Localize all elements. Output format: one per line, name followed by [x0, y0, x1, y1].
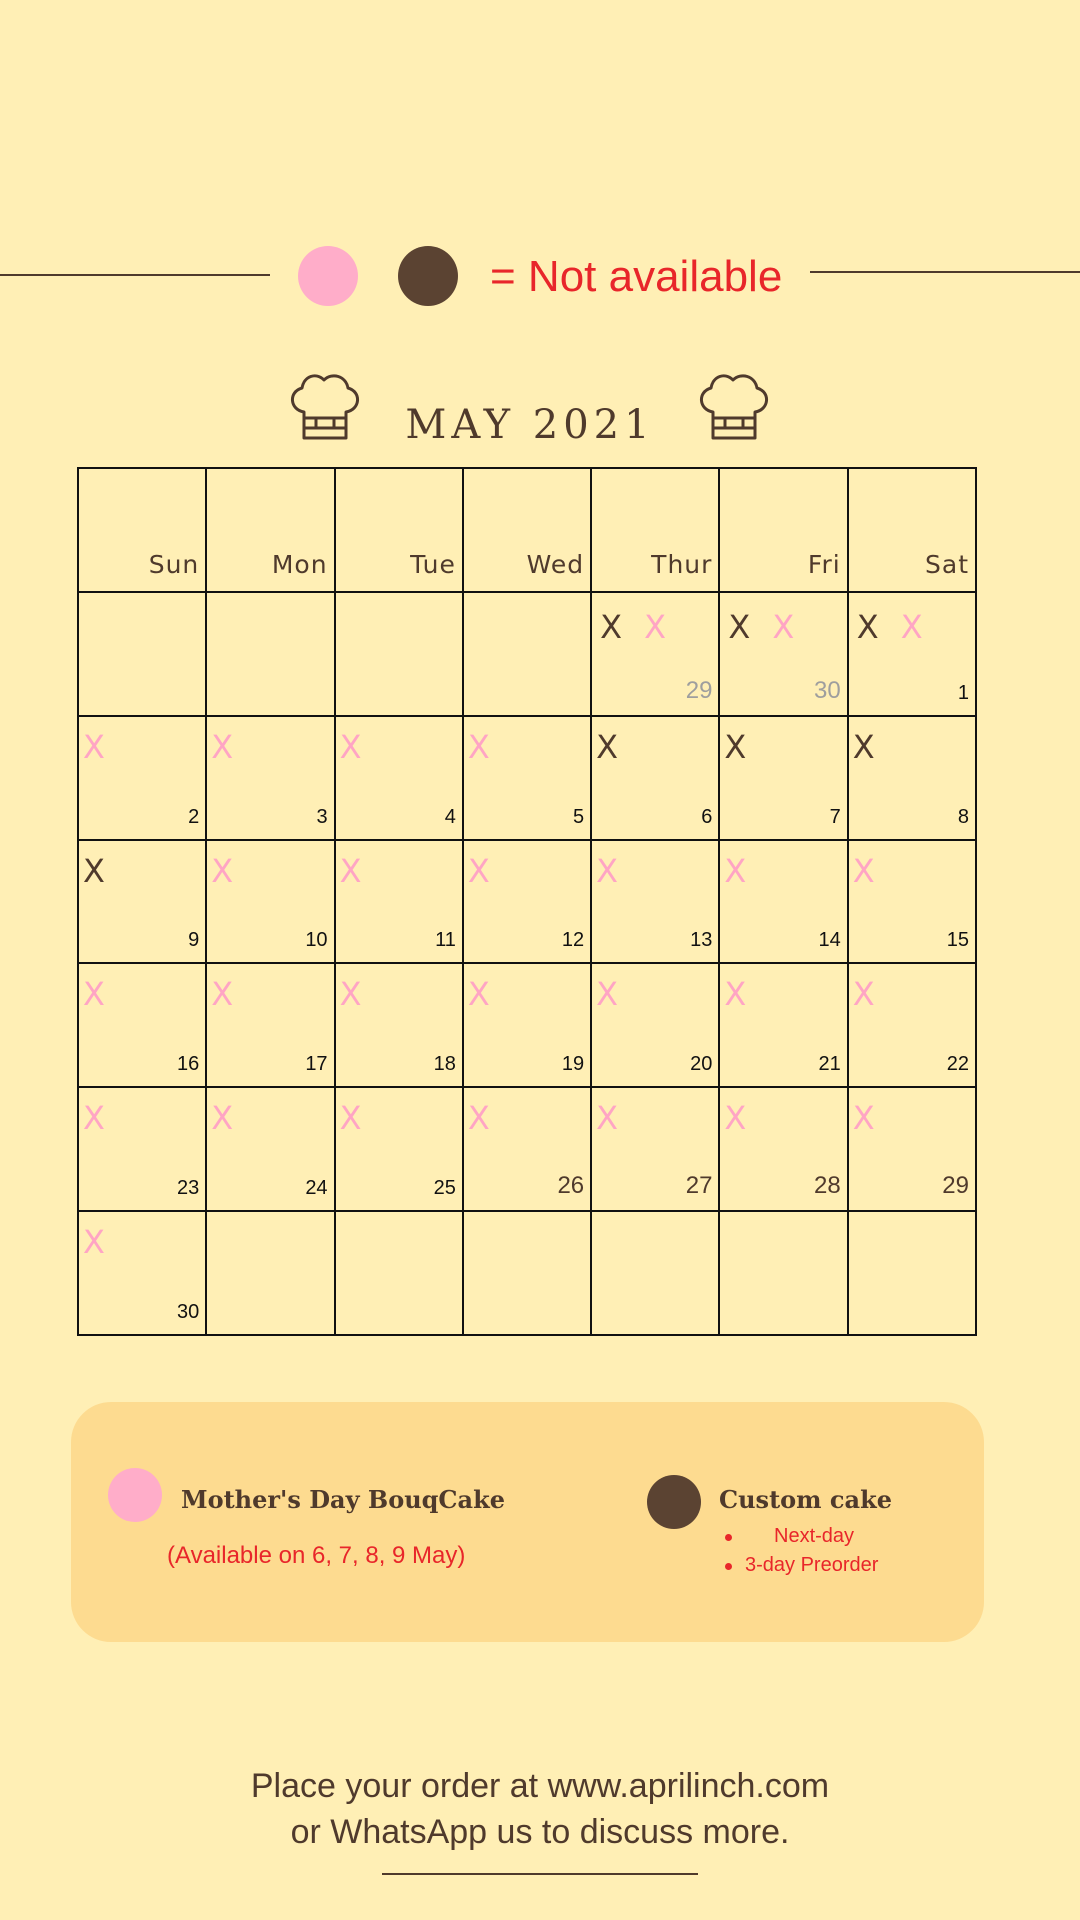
- calendar-day-cell: [720, 1088, 848, 1212]
- not-available-label: = Not available: [490, 252, 783, 301]
- calendar-day-cell: [720, 717, 848, 841]
- weekday-label: Tue: [410, 549, 456, 579]
- brown-legend-dot: [398, 246, 458, 306]
- calendar-day-cell: [464, 964, 592, 1088]
- date-number: 23: [177, 1177, 200, 1200]
- bouqcake-unavailable-mark: X: [339, 1099, 362, 1138]
- date-number: 6: [701, 805, 713, 828]
- date-number: 15: [946, 929, 969, 952]
- list-item: [723, 1522, 878, 1551]
- weekday-header-cell: [592, 469, 720, 593]
- bouqcake-unavailable-mark: X: [467, 851, 490, 890]
- calendar-day-cell: [207, 1088, 335, 1212]
- weekday-label: Fri: [807, 549, 841, 579]
- date-number: 21: [818, 1053, 841, 1076]
- bouqcake-unavailable-mark: X: [644, 607, 667, 646]
- bouqcake-unavailable-mark: X: [852, 851, 875, 890]
- calendar-day-cell: [464, 841, 592, 965]
- calendar-day-cell: [849, 841, 977, 965]
- custom-cake-unavailable-mark: X: [856, 607, 879, 646]
- bouqcake-unavailable-mark: X: [852, 975, 875, 1014]
- calendar-day-cell: [207, 717, 335, 841]
- calendar-day-cell: [592, 717, 720, 841]
- calendar-day-cell: [592, 1212, 720, 1336]
- calendar-day-cell: [207, 841, 335, 965]
- calendar-day-cell: [592, 841, 720, 965]
- calendar-grid: [77, 467, 977, 1336]
- bouqcake-unavailable-mark: X: [596, 851, 619, 890]
- bouqcake-unavailable-mark: X: [467, 1099, 490, 1138]
- date-number: 28: [814, 1172, 841, 1200]
- calendar-day-cell: [207, 1212, 335, 1336]
- date-number: 26: [557, 1172, 585, 1200]
- chef-hat-icon: [695, 368, 773, 446]
- weekday-label: Mon: [271, 549, 328, 579]
- bouqcake-unavailable-mark: X: [83, 1099, 105, 1138]
- calendar-day-cell: [336, 841, 464, 965]
- bouqcake-unavailable-mark: X: [596, 975, 619, 1014]
- bouqcake-unavailable-mark: X: [772, 607, 795, 646]
- calendar-day-cell: [464, 1212, 592, 1336]
- custom-option-label: Next-day: [774, 1525, 855, 1547]
- bouqcake-unavailable-mark: X: [211, 727, 234, 766]
- calendar-day-cell: [79, 1212, 207, 1336]
- date-number: 20: [690, 1053, 713, 1076]
- bouqcake-unavailable-mark: X: [724, 975, 747, 1014]
- date-number: 12: [561, 929, 585, 952]
- calendar-day-cell: [720, 841, 848, 965]
- brown-legend-dot: [647, 1475, 701, 1529]
- date-number: 14: [818, 929, 841, 952]
- custom-cake-unavailable-mark: X: [600, 607, 623, 646]
- bouqcake-unavailable-mark: X: [467, 975, 490, 1014]
- calendar-day-cell: [79, 717, 207, 841]
- date-number: 5: [573, 805, 585, 828]
- date-number: 2: [188, 805, 200, 828]
- weekday-label: Wed: [526, 549, 585, 579]
- calendar-day-cell: [336, 1088, 464, 1212]
- chef-hat-icon: [286, 368, 364, 446]
- bouqcake-unavailable-mark: X: [211, 975, 234, 1014]
- bouqcake-unavailable-mark: X: [724, 851, 747, 890]
- bouqcake-unavailable-mark: X: [83, 1223, 105, 1262]
- date-number: 1: [957, 681, 969, 704]
- custom-cake-title: Custom cake: [719, 1485, 892, 1514]
- weekday-header-cell: [464, 469, 592, 593]
- calendar-day-cell: [592, 964, 720, 1088]
- custom-cake-unavailable-mark: X: [83, 851, 105, 890]
- weekday-header-cell: [849, 469, 977, 593]
- calendar-day-cell: [720, 593, 848, 717]
- date-number: 22: [946, 1053, 969, 1076]
- top-divider-right: [810, 271, 1080, 273]
- bouqcake-unavailable-mark: X: [83, 975, 105, 1014]
- date-number: 4: [444, 805, 456, 828]
- date-number: 17: [305, 1053, 328, 1076]
- date-number: 11: [435, 929, 456, 952]
- bouqcake-unavailable-mark: X: [596, 1099, 619, 1138]
- calendar-day-cell: [79, 593, 207, 717]
- calendar-day-cell: [592, 1088, 720, 1212]
- custom-option-label: 3-day Preorder: [745, 1554, 879, 1576]
- calendar-day-cell: [464, 717, 592, 841]
- bouqcake-unavailable-mark: X: [339, 851, 362, 890]
- date-number: 7: [829, 805, 841, 828]
- custom-cake-unavailable-mark: X: [728, 607, 751, 646]
- bouqcake-unavailable-mark: X: [83, 727, 105, 766]
- weekday-header-cell: [336, 469, 464, 593]
- date-number: 27: [685, 1172, 713, 1200]
- calendar-day-cell: [207, 593, 335, 717]
- calendar-day-cell: [79, 1088, 207, 1212]
- custom-cake-unavailable-mark: X: [852, 727, 875, 766]
- date-number: 16: [177, 1053, 200, 1076]
- bouqcake-unavailable-mark: X: [211, 851, 234, 890]
- calendar-day-cell: [336, 1212, 464, 1336]
- weekday-header-cell: [207, 469, 335, 593]
- bouqcake-unavailable-mark: X: [900, 607, 923, 646]
- weekday-label: Sun: [148, 549, 200, 579]
- date-number: 24: [305, 1177, 328, 1200]
- calendar-day-cell: [79, 964, 207, 1088]
- calendar-day-cell: [720, 964, 848, 1088]
- calendar-day-cell: [336, 593, 464, 717]
- bouqcake-unavailable-mark: X: [211, 1099, 234, 1138]
- date-number: 30: [177, 1300, 200, 1323]
- weekday-label: Thur: [651, 549, 713, 579]
- footer: [0, 1763, 1080, 1855]
- bouqcake-unavailable-mark: X: [852, 1099, 875, 1138]
- date-number: 18: [433, 1053, 456, 1076]
- bouqcake-unavailable-mark: X: [724, 1099, 747, 1138]
- date-number: 25: [433, 1177, 456, 1200]
- footer-underline: [382, 1873, 698, 1875]
- custom-cake-unavailable-mark: X: [596, 727, 619, 766]
- date-number: 10: [305, 929, 328, 952]
- date-number: 8: [957, 805, 969, 828]
- list-item: [723, 1551, 878, 1580]
- bouqcake-title: Mother's Day BouqCake: [181, 1485, 505, 1514]
- calendar-day-cell: [849, 1212, 977, 1336]
- custom-cake-options: [723, 1522, 878, 1580]
- calendar-day-cell: [79, 841, 207, 965]
- calendar-day-cell: [336, 964, 464, 1088]
- date-number: 13: [690, 929, 713, 952]
- date-number: 9: [188, 929, 200, 952]
- pink-legend-dot: [108, 1468, 162, 1522]
- weekday-header-cell: [79, 469, 207, 593]
- footer-line-1: Place your order at www.aprilinch.com: [250, 1767, 830, 1805]
- calendar-day-cell: [849, 717, 977, 841]
- calendar-day-cell: [592, 593, 720, 717]
- date-number: 19: [561, 1053, 585, 1076]
- top-divider-left: [0, 274, 270, 276]
- calendar-day-cell: [464, 1088, 592, 1212]
- custom-cake-unavailable-mark: X: [724, 727, 747, 766]
- weekday-header-cell: [720, 469, 848, 593]
- pink-legend-dot: [298, 246, 358, 306]
- calendar-day-cell: [207, 964, 335, 1088]
- calendar-day-cell: [849, 964, 977, 1088]
- weekday-label: Sat: [925, 549, 969, 579]
- footer-line-2: or WhatsApp us to discuss more.: [290, 1813, 790, 1851]
- bouqcake-unavailable-mark: X: [339, 975, 362, 1014]
- month-title: MAY 2021: [405, 402, 655, 448]
- date-number: 30: [814, 676, 841, 704]
- date-number: 29: [942, 1172, 969, 1200]
- bouqcake-availability: (Available on 6, 7, 8, 9 May): [167, 1542, 466, 1569]
- bouqcake-unavailable-mark: X: [339, 727, 362, 766]
- calendar-day-cell: [336, 717, 464, 841]
- date-number: 3: [316, 805, 328, 828]
- calendar-day-cell: [464, 593, 592, 717]
- bouqcake-unavailable-mark: X: [467, 727, 490, 766]
- date-number: 29: [685, 676, 713, 704]
- calendar-day-cell: [849, 593, 977, 717]
- calendar-day-cell: [849, 1088, 977, 1212]
- calendar-day-cell: [720, 1212, 848, 1336]
